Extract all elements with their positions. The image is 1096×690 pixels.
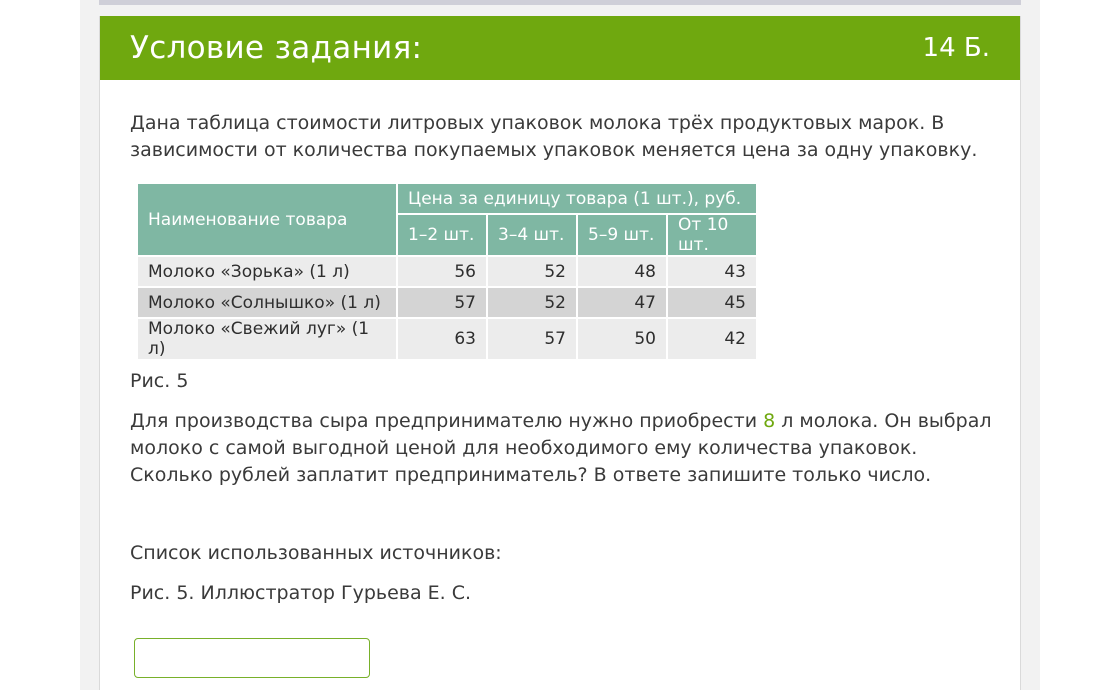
table-cell: 48 <box>577 256 667 287</box>
table-col-1: 1–2 шт. <box>397 214 487 256</box>
sources-item: Рис. 5. Иллюстратор Гурьева Е. С. <box>130 582 472 604</box>
table-cell: 47 <box>577 287 667 318</box>
table-cell-name: Молоко «Солнышко» (1 л) <box>137 287 397 318</box>
table-cell: 52 <box>487 287 577 318</box>
table-cell: 57 <box>487 318 577 360</box>
task-header <box>100 16 1020 80</box>
sources-title: Список использованных источников: <box>130 542 502 564</box>
table-cell: 57 <box>397 287 487 318</box>
table-cell-name: Молоко «Зорька» (1 л) <box>137 256 397 287</box>
question-text-after: л молока. Он выбрал молоко с самой выгодной ценой для необходимого ему количества упаковок. Сколько рублей заплатит предприниматель? В ответе запишите только число. <box>130 410 992 486</box>
table-row <box>137 256 757 287</box>
table-cell: 50 <box>577 318 667 360</box>
answer-input[interactable] <box>134 638 370 678</box>
table-row <box>137 287 757 318</box>
task-intro: Дана таблица стоимости литровых упаковок молока трёх продуктовых марок. В зависимости от количества покупаемых упаковок меняется цена за одну упаковку. <box>130 112 978 161</box>
figure-label: Рис. 5 <box>130 370 189 392</box>
question-highlight-value: 8 <box>763 410 776 432</box>
table-cell: 63 <box>397 318 487 360</box>
table-header-name: Наименование товара <box>137 183 397 256</box>
table-col-3: 5–9 шт. <box>577 214 667 256</box>
price-table <box>136 182 758 361</box>
top-strip <box>99 0 1021 5</box>
table-cell-name: Молоко «Свежий луг» (1 л) <box>137 318 397 360</box>
question-text-before: Для производства сыра предпринимателю нужно приобрести <box>130 410 764 432</box>
table-cell: 42 <box>667 318 757 360</box>
table-col-2: 3–4 шт. <box>487 214 577 256</box>
table-row <box>137 318 757 360</box>
task-title: Условие задания: <box>130 30 423 66</box>
task-question <box>130 408 1000 489</box>
table-header-row <box>137 183 757 214</box>
task-score: 14 Б. <box>922 33 990 63</box>
table-cell: 45 <box>667 287 757 318</box>
table-cell: 52 <box>487 256 577 287</box>
table-cell: 56 <box>397 256 487 287</box>
table-header-price: Цена за единицу товара (1 шт.), руб. <box>397 183 757 214</box>
table-cell: 43 <box>667 256 757 287</box>
table-col-4: От 10 шт. <box>667 214 757 256</box>
task-card <box>99 16 1021 690</box>
